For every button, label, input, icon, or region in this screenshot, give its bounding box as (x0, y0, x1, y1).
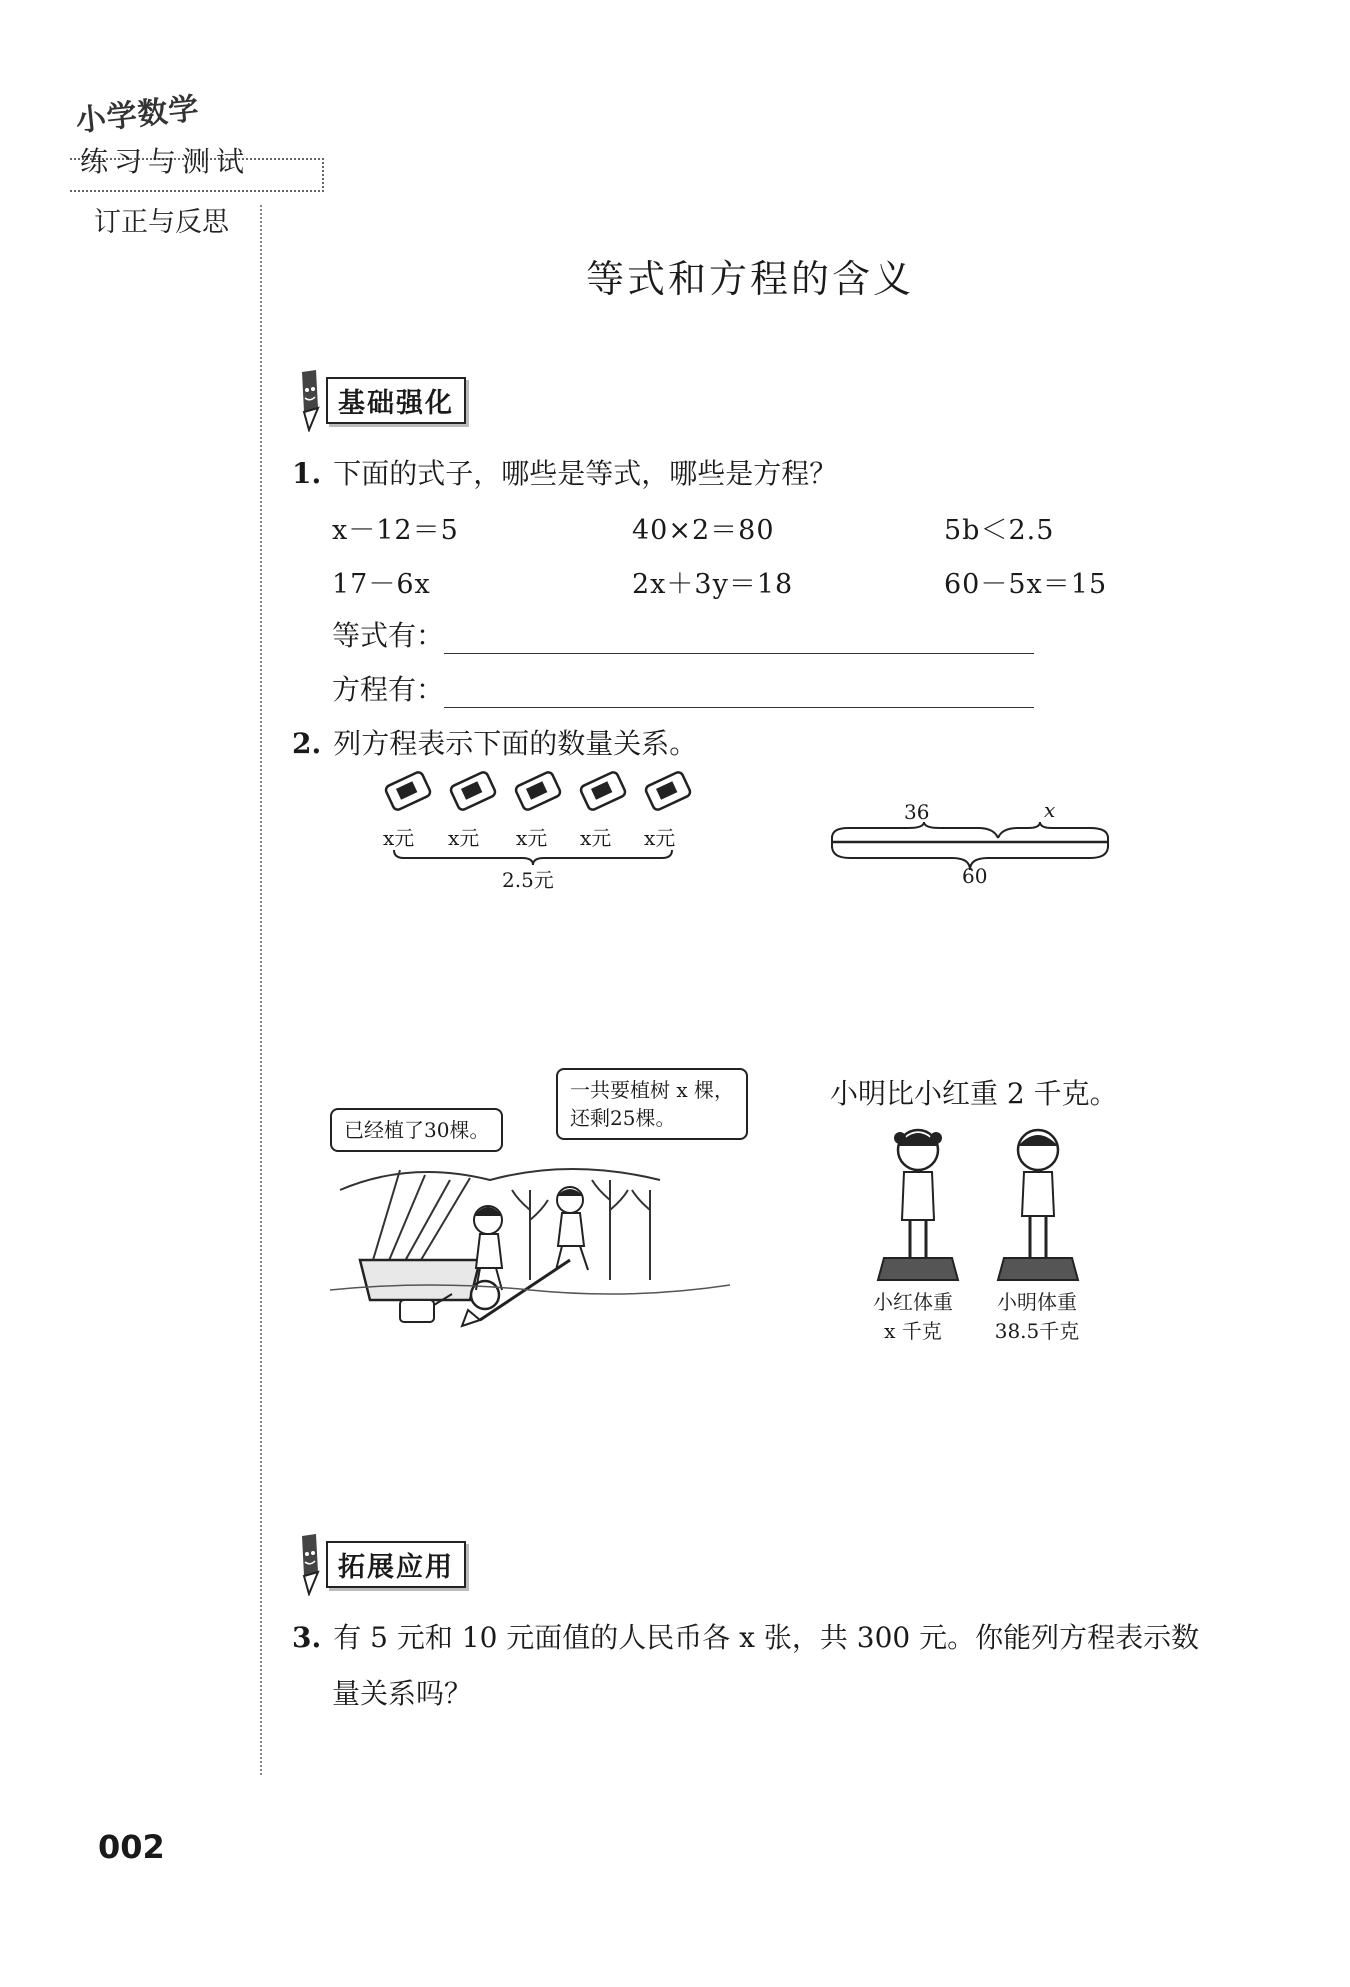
q1-text: 下面的式子，哪些是等式，哪些是方程？ (333, 457, 838, 490)
q1-number: 1. (292, 457, 322, 490)
eraser-label-2: x元 (448, 826, 480, 850)
segment-total-label: 60 (962, 864, 988, 888)
section-extended (292, 1532, 466, 1596)
page-title: 等式和方程的含义 (585, 257, 914, 301)
section-basic-label: 基础强化 (326, 377, 466, 424)
segment-a-label: 36 (904, 800, 930, 824)
weight-statement: 小明比小红重 2 千克。 (830, 1077, 1118, 1110)
q3-prompt (292, 1616, 1252, 1656)
girl-weight-line2: x 千克 (884, 1319, 942, 1343)
scale-icon (998, 1258, 1078, 1280)
boy-weight-line2: 38.5千克 (994, 1319, 1080, 1343)
expr-3: 5b＜2.5 (944, 515, 1055, 546)
speech-bubble-boy (556, 1068, 748, 1140)
speech-bubble-boy-line2: 还剩25棵。 (570, 1106, 676, 1130)
boy-weight-line1: 小明体重 (997, 1290, 1077, 1314)
q3-text-line2: 量关系吗？ (332, 1677, 473, 1710)
q2-text: 列方程表示下面的数量关系。 (333, 727, 698, 760)
expr-6: 60－5x＝15 (944, 569, 1108, 600)
scale-icon (878, 1258, 958, 1280)
speech-bubble-girl: 已经植了30棵。 (330, 1108, 503, 1152)
q3-text-line1: 有 5 元和 10 元面值的人民币各 x 张，共 300 元。你能列方程表示数 (333, 1621, 1200, 1654)
weight-illustration (870, 1120, 1100, 1290)
subtitle: 练习与测试 (80, 145, 251, 178)
boy-figure (1018, 1130, 1058, 1258)
eraser-icon (449, 771, 496, 811)
eraser-icon (514, 771, 561, 811)
equation-answer-line[interactable] (444, 681, 1034, 708)
girl-weight-line1: 小红体重 (873, 1290, 953, 1314)
section-basic (292, 368, 466, 432)
eraser-total: 2.5元 (502, 868, 554, 892)
equality-label: 等式有： (332, 619, 445, 652)
expr-4: 17－6x (332, 569, 431, 600)
girl-figure (474, 1206, 502, 1290)
boy-weight-label (982, 1286, 1092, 1344)
girl-figure (894, 1130, 942, 1258)
girl-weight-label (858, 1286, 968, 1344)
section-extended-label: 拓展应用 (326, 1541, 466, 1588)
eraser-label-1: x元 (383, 826, 415, 850)
eraser-label-5: x元 (644, 826, 676, 850)
tree-planting-illustration (330, 1150, 750, 1330)
boy-figure (556, 1187, 588, 1270)
eraser-icon (579, 771, 626, 811)
equality-answer-line[interactable] (444, 627, 1034, 654)
pencil-icon (292, 1532, 326, 1596)
equation-label: 方程有： (332, 673, 445, 706)
expr-5: 2x＋3y＝18 (632, 569, 794, 600)
eraser-label-3: x元 (516, 826, 548, 850)
q2-prompt (292, 722, 697, 762)
pencil-icon (292, 368, 326, 432)
expr-1: x－12＝5 (332, 515, 459, 546)
equation-row (332, 668, 1034, 708)
page-number: 002 (98, 1828, 165, 1866)
speech-bubble-boy-line1: 一共要植树 x 棵， (570, 1078, 734, 1102)
equality-row (332, 614, 1034, 654)
q2-number: 2. (292, 727, 322, 760)
segment-b-label: x (1044, 798, 1056, 822)
q1-prompt (292, 452, 837, 492)
eraser-icon (644, 771, 691, 811)
margin-divider (260, 205, 262, 1775)
brand-title: 小学数学 (74, 91, 202, 140)
eraser-label-4: x元 (580, 826, 612, 850)
expr-2: 40×2＝80 (632, 515, 775, 546)
q3-number: 3. (292, 1621, 322, 1654)
eraser-icon (384, 771, 431, 811)
side-label: 订正与反思 (94, 207, 229, 238)
